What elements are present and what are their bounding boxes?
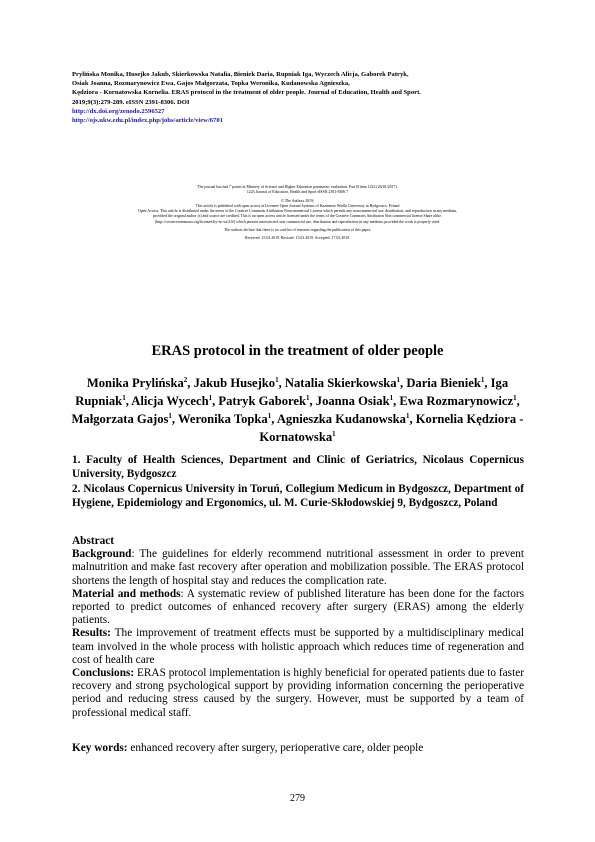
abstract-heading: Abstract	[72, 535, 115, 547]
citation-block	[72, 70, 532, 125]
author-separator: ,	[400, 376, 407, 390]
methods-label: Material and methods	[72, 587, 181, 600]
conclusions-text: ERAS protocol implementation is highly beneficial for operated patients due to faster recovery and strong psychological support by providing information concerning the perioperative period and reducing stress caused by the surgery. However, must be supported by a team of professional medical staff.	[72, 667, 524, 719]
author-affiliation-mark: 2	[183, 376, 188, 384]
author-name: Agnieszka Kudanowska	[276, 412, 406, 426]
citation-line: Osiak Joanna, Rozmarynowicz Ewa, Gajos Małgorzata, Topka Weronika, Kudanowska Agnieszka,	[72, 80, 350, 88]
points-note: 1223 Journal of Education, Health and Sport eISSN 2391-8306 7	[246, 190, 349, 195]
author-affiliation-mark: 1	[168, 412, 172, 420]
author	[277, 412, 416, 426]
abstract-background	[72, 548, 524, 588]
copyright-note: © The Authors 2019;	[280, 198, 315, 203]
points-note: The journal has had 7 points in Ministry of Science and Higher Education parametric evaluation. Part B item 1223 (26/01/2017).	[197, 185, 398, 189]
author-affiliation-mark: 1	[305, 394, 310, 402]
abstract-conclusions	[72, 667, 524, 720]
keywords	[72, 742, 524, 754]
author-separator: ,	[171, 412, 178, 426]
dates-note: Received: 15.02.2019. Revised: 15.02.2019. Accepted: 17.03.2019.	[244, 236, 351, 241]
author-separator: ,	[187, 376, 194, 390]
abstract-section	[72, 535, 524, 720]
author-affiliation-mark: 1	[396, 376, 401, 384]
author-affiliation-mark: 1	[389, 394, 394, 402]
background-label: Background	[72, 548, 132, 561]
author-affiliation-mark: 1	[480, 376, 485, 384]
author-name: Kornelia Kędziora - Kornatowska	[259, 412, 524, 444]
author-affiliation-mark: 1	[513, 394, 517, 402]
conflict-note: The authors declare that there is no conflict of interests regarding the publication of this paper.	[224, 228, 371, 233]
author-separator: ,	[278, 376, 285, 390]
affiliation-2: 2. Nicolaus Copernicus University in Toruń, Collegium Medicum in Bydgoszcz, Department of Hygiene, Epidemiology and Ergonomics, ul. M. Curie-Skłodowskiej 9, Bydgoszcz, Poland	[72, 483, 524, 509]
citation-line: Prylińska Monika, Husejko Jakub, Skierkowska Natalia, Bieniek Daria, Rupniak Iga, Wyczech Alicja, Gaborek Patryk,	[72, 71, 409, 78]
author-name: Jakub Husejko	[193, 376, 276, 390]
author	[194, 376, 285, 390]
journal-note	[70, 185, 525, 242]
author-affiliation-mark: 1	[208, 394, 213, 402]
keywords-text: enhanced recovery after surgery, perioperative care, older people	[127, 742, 424, 754]
author-name: Iga Rupniak	[75, 376, 509, 408]
author-separator: ,	[409, 412, 416, 426]
methods-text: : A systematic review of published literature has been done for the factors reported to predict outcomes of enhanced recovery after surgery (ERAS) among the elderly patients.	[72, 587, 524, 627]
license-note: Open Access. This article is distributed under the terms of the Creative Commons Attribution Noncommercial License which permits any noncommercial use, distribution, and reproduction in any medium,	[138, 209, 457, 214]
author-separator: ,	[271, 412, 277, 426]
results-label: Results:	[72, 627, 111, 640]
license-note: (http://creativecommons.org/licenses/by-nc-sa/4.0/) which permits unrestricted, non commercial use, distribution and reproduction in any medium, provided the work is properly cited.	[154, 219, 441, 224]
author	[87, 376, 194, 390]
author-name: Joanna Osiak	[315, 394, 390, 408]
author	[316, 394, 400, 408]
author-separator: ,	[516, 394, 520, 408]
author-name: Weronika Topka	[177, 412, 268, 426]
author-list	[70, 374, 525, 446]
results-text: The improvement of treatment effects must be supported by a multidisciplinary medical team involved in the whole process with holistic approach which reduces time of regeneration and cost of health care	[72, 627, 524, 666]
author	[285, 376, 406, 390]
affiliation-1: 1. Faculty of Health Sciences, Department and Clinic of Geriatrics, Nicolaus Copernicus University, Bydgoszcz	[72, 454, 524, 480]
author-separator: ,	[393, 394, 400, 408]
author-separator: ,	[125, 394, 132, 408]
author	[72, 412, 178, 426]
author-name: Daria Bieniek	[406, 376, 481, 390]
conclusions-label: Conclusions:	[72, 667, 135, 680]
page-number: 279	[290, 793, 305, 804]
author-affiliation-mark: 1	[405, 412, 410, 420]
author	[131, 394, 218, 408]
author	[178, 412, 277, 426]
author-name: Małgorzata Gajos	[71, 412, 169, 426]
license-note: provided the original author (s) and source are credited. This is an open access article licensed under the terms of the Creative Commons Attribution Non commercial license Share alike.	[153, 214, 442, 219]
author-affiliation-mark: 1	[275, 376, 279, 384]
author-name: Ewa Rozmarynowicz	[399, 394, 514, 408]
author-name: Patryk Gaborek	[218, 394, 306, 408]
author-separator: ,	[309, 394, 316, 408]
article-link[interactable]: http://ojs.ukw.edu.pl/index.php/johs/article/view/6701	[72, 117, 223, 125]
doi-link[interactable]: http://dx.doi.org/zenodo.2596527	[72, 107, 165, 115]
author	[218, 394, 315, 408]
author	[399, 394, 519, 408]
keywords-label: Key words:	[72, 742, 128, 754]
abstract-results	[72, 627, 524, 667]
paper-title: ERAS protocol in the treatment of older people	[151, 343, 444, 359]
author-affiliation-mark: 1	[267, 412, 272, 420]
author-separator: ,	[484, 376, 491, 390]
author-affiliation-mark: 1	[332, 430, 336, 438]
author-name: Natalia Skierkowska	[284, 376, 397, 390]
background-text: : The guidelines for elderly recommend nutritional assessment in order to prevent malnutrition and make fast recovery after operation and mobilization possible. The ERAS protocol shortens the length of hospital stay and reduces the complication rate.	[72, 548, 524, 587]
author-separator: ,	[212, 394, 219, 408]
author-name: Monika Prylińska	[86, 376, 184, 390]
author-name: Alicja Wycech	[131, 394, 209, 408]
license-note: This article is published with open access at Licensee Open Journal Systems of Kazimierz Wielki University in Bydgoszcz, Poland	[195, 203, 400, 208]
citation-line: 2019;9(3):279-289. eISSN 2391-8306. DOI	[72, 98, 190, 106]
abstract-methods	[72, 588, 524, 628]
author-affiliation-mark: 1	[122, 394, 126, 402]
author	[406, 376, 490, 390]
citation-line: Kędziora - Kornatowska Kornelia. ERAS protocol in the treatment of older people. Journal of Education, Health and Sport.	[72, 89, 421, 97]
